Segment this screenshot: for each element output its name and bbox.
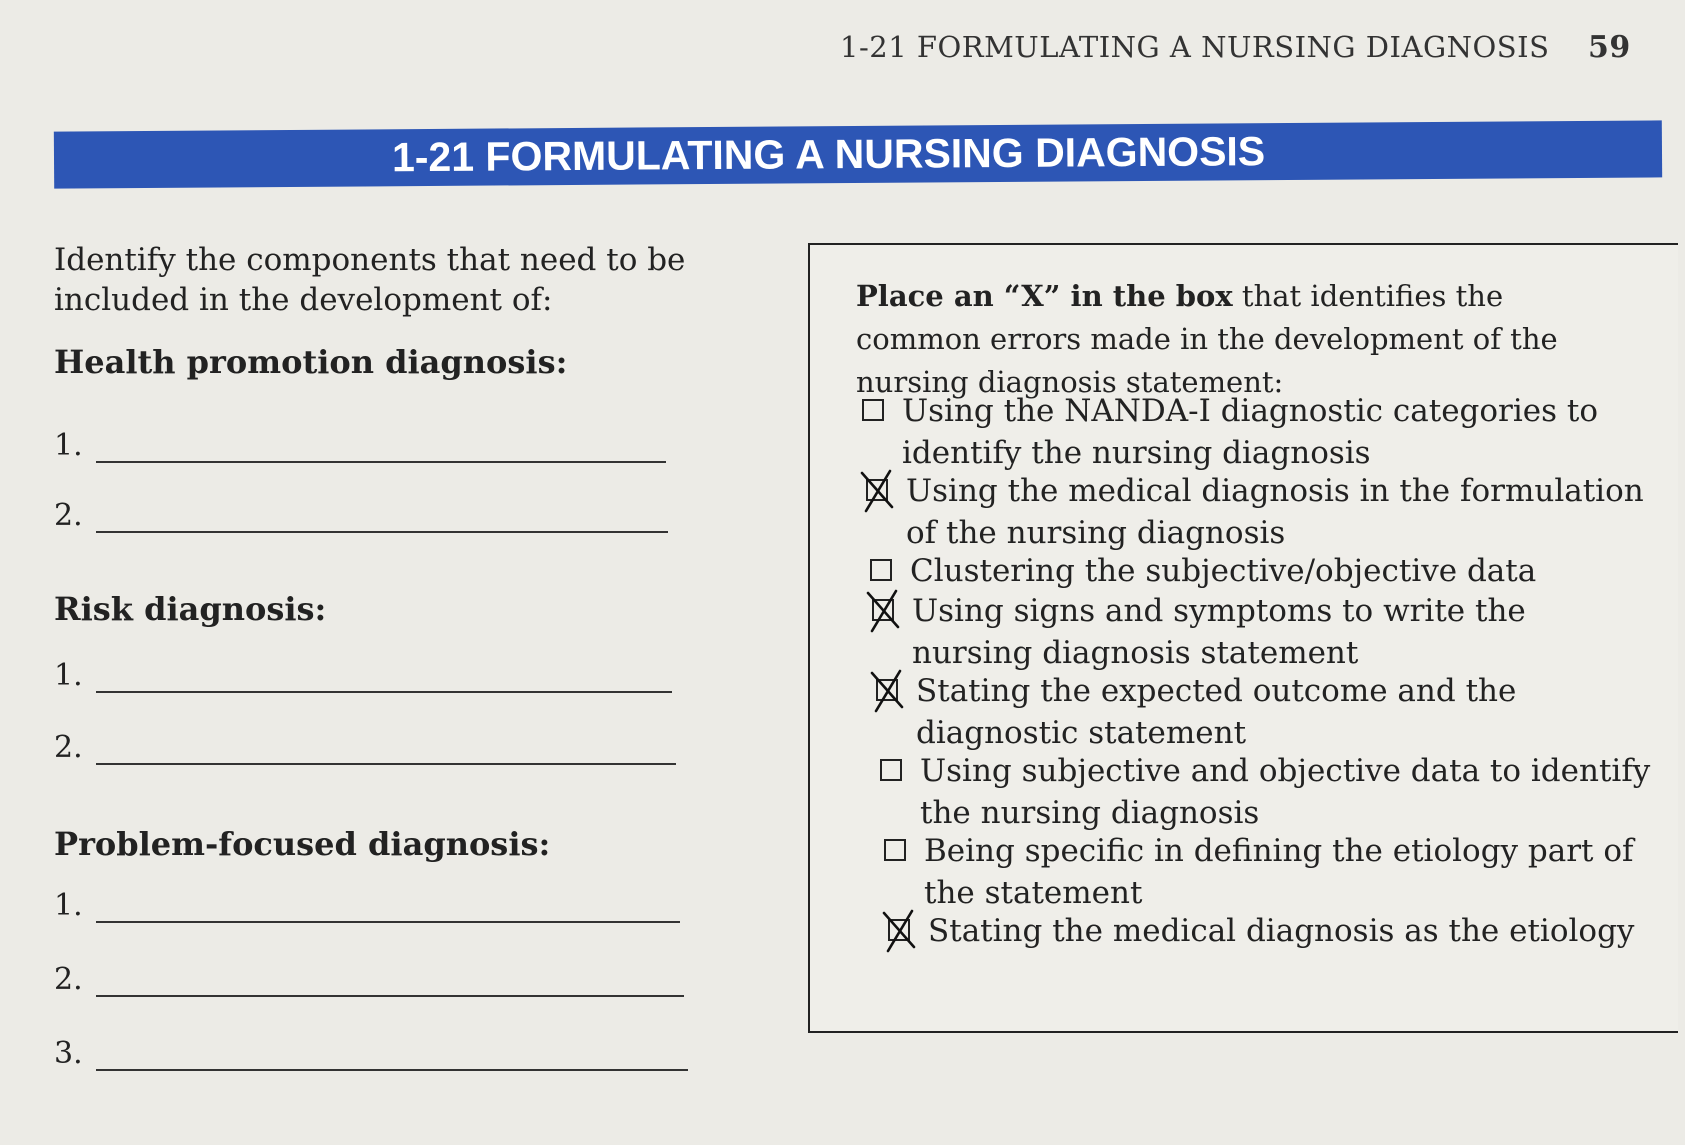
risk-title: Risk diagnosis: bbox=[54, 590, 327, 628]
item-number: 2. bbox=[54, 962, 83, 997]
checkbox-unchecked[interactable] bbox=[884, 839, 906, 861]
checklist-option[interactable] bbox=[870, 550, 1650, 592]
checkbox-unchecked[interactable] bbox=[880, 759, 902, 781]
item-number: 1. bbox=[54, 658, 83, 693]
checkbox-checked[interactable] bbox=[888, 919, 910, 941]
answer-line[interactable] bbox=[96, 433, 666, 463]
answer-line[interactable] bbox=[96, 663, 672, 693]
intro-text: Identify the components that need to be included in the development of: bbox=[54, 242, 686, 318]
health-promotion-blank-2[interactable] bbox=[54, 498, 668, 533]
risk-blank-2[interactable] bbox=[54, 730, 676, 765]
checklist-option[interactable] bbox=[866, 470, 1646, 554]
left-column bbox=[54, 240, 794, 1071]
option-label: Being specific in defining the etiology part of the statement bbox=[924, 833, 1634, 911]
item-number: 3. bbox=[54, 1036, 83, 1071]
option-label: Using signs and symptoms to write the nursing diagnosis statement bbox=[912, 593, 1526, 671]
checkbox-checked[interactable] bbox=[872, 599, 894, 621]
option-label: Clustering the subjective/objective data bbox=[910, 553, 1537, 589]
instructions-bold: Place an “X” in the box bbox=[856, 279, 1233, 313]
option-label: Stating the expected outcome and the diagnostic statement bbox=[916, 673, 1517, 751]
problem-focused-title: Problem-focused diagnosis: bbox=[54, 825, 551, 863]
option-label: Using subjective and objective data to identify the nursing diagnosis bbox=[920, 753, 1651, 831]
problem-focused-blank-1[interactable] bbox=[54, 888, 680, 923]
health-promotion-title: Health promotion diagnosis: bbox=[54, 343, 568, 381]
checklist-option[interactable] bbox=[884, 830, 1664, 914]
x-mark-icon bbox=[864, 587, 904, 633]
option-label: Using the NANDA-I diagnostic categories to identify the nursing diagnosis bbox=[902, 393, 1599, 471]
answer-line[interactable] bbox=[96, 735, 676, 765]
checklist-box bbox=[808, 243, 1678, 1033]
answer-line[interactable] bbox=[96, 893, 680, 923]
option-label: Using the medical diagnosis in the formulation of the nursing diagnosis bbox=[906, 473, 1644, 551]
problem-focused-blank-3[interactable] bbox=[54, 1036, 688, 1071]
running-header bbox=[840, 30, 1631, 65]
option-label: Stating the medical diagnosis as the etiology bbox=[928, 913, 1635, 949]
checkbox-unchecked[interactable] bbox=[862, 399, 884, 421]
item-number: 2. bbox=[54, 498, 83, 533]
health-promotion-blank-1[interactable] bbox=[54, 428, 666, 463]
section-banner: 1-21 FORMULATING A NURSING DIAGNOSIS bbox=[54, 120, 1662, 188]
checklist-option[interactable] bbox=[880, 750, 1660, 834]
problem-focused-blank-2[interactable] bbox=[54, 962, 684, 997]
risk-blank-1[interactable] bbox=[54, 658, 672, 693]
running-header-title: 1-21 FORMULATING A NURSING DIAGNOSIS bbox=[840, 30, 1550, 64]
answer-line[interactable] bbox=[96, 1041, 688, 1071]
item-number: 2. bbox=[54, 730, 83, 765]
x-mark-icon bbox=[880, 907, 920, 953]
checklist-option[interactable] bbox=[862, 390, 1642, 474]
answer-line[interactable] bbox=[96, 967, 684, 997]
checkbox-checked[interactable] bbox=[876, 679, 898, 701]
page-number: 59 bbox=[1588, 30, 1631, 65]
checklist-option[interactable] bbox=[876, 670, 1656, 754]
checkbox-checked[interactable] bbox=[866, 479, 888, 501]
x-mark-icon bbox=[868, 667, 908, 713]
instructions-rest: that identifies the common errors made in the development of the nursing diagnosis statement: bbox=[856, 279, 1558, 399]
checklist-option[interactable] bbox=[872, 590, 1652, 674]
checklist-instructions bbox=[856, 275, 1616, 404]
checklist-option[interactable] bbox=[888, 910, 1668, 952]
checkbox-unchecked[interactable] bbox=[870, 559, 892, 581]
item-number: 1. bbox=[54, 428, 83, 463]
x-mark-icon bbox=[858, 467, 898, 513]
item-number: 1. bbox=[54, 888, 83, 923]
answer-line[interactable] bbox=[96, 503, 668, 533]
